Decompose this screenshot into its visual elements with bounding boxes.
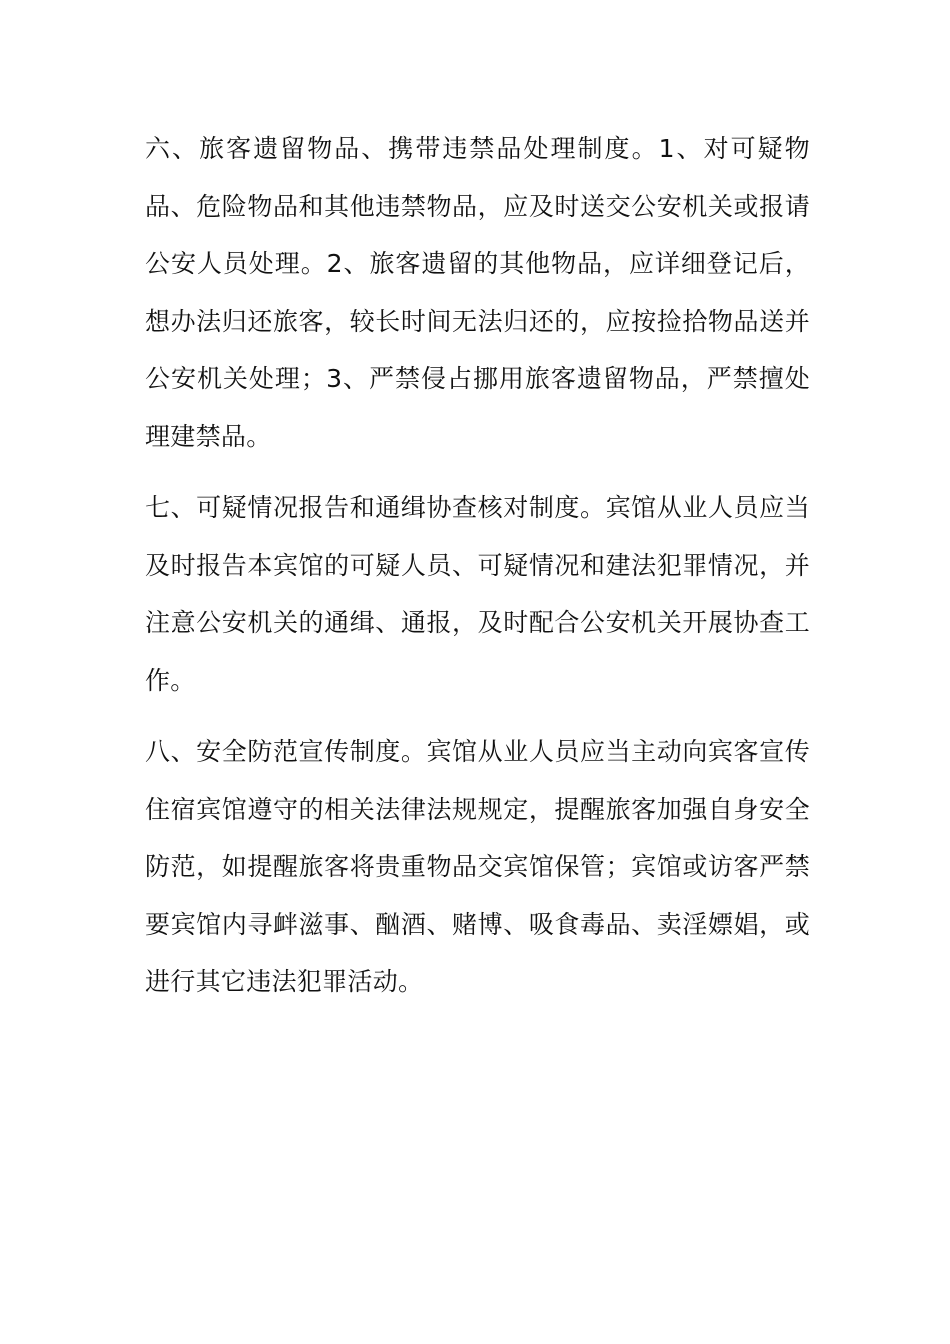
document-body [145, 120, 810, 1025]
paragraph-lost-items-policy: 六、旅客遗留物品、携带违禁品处理制度。1、对可疑物品、危险物品和其他违禁物品，应及时送交公安机关或报请公安人员处理。2、旅客遗留的其他物品，应详细登记后，想办法归还旅客，较长时间无法归还的，应按捡拾物品送并公安机关处理；3、严禁侵占挪用旅客遗留物品，严禁擅处理建禁品。 [145, 134, 810, 451]
paragraph-safety-publicity-policy: 八、安全防范宣传制度。宾馆从业人员应当主动向宾客宣传住宿宾馆遵守的相关法律法规规定，提醒旅客加强自身安全防范，如提醒旅客将贵重物品交宾馆保管；宾馆或访客严禁要宾馆内寻衅滋事、酗酒、赌博、吸食毒品、卖淫嫖娼，或进行其它违法犯罪活动。 [145, 737, 810, 996]
paragraph-suspicious-report-policy: 七、可疑情况报告和通缉协查核对制度。宾馆从业人员应当及时报告本宾馆的可疑人员、可疑情况和建法犯罪情况，并注意公安机关的通缉、通报，及时配合公安机关开展协查工作。 [145, 493, 810, 695]
